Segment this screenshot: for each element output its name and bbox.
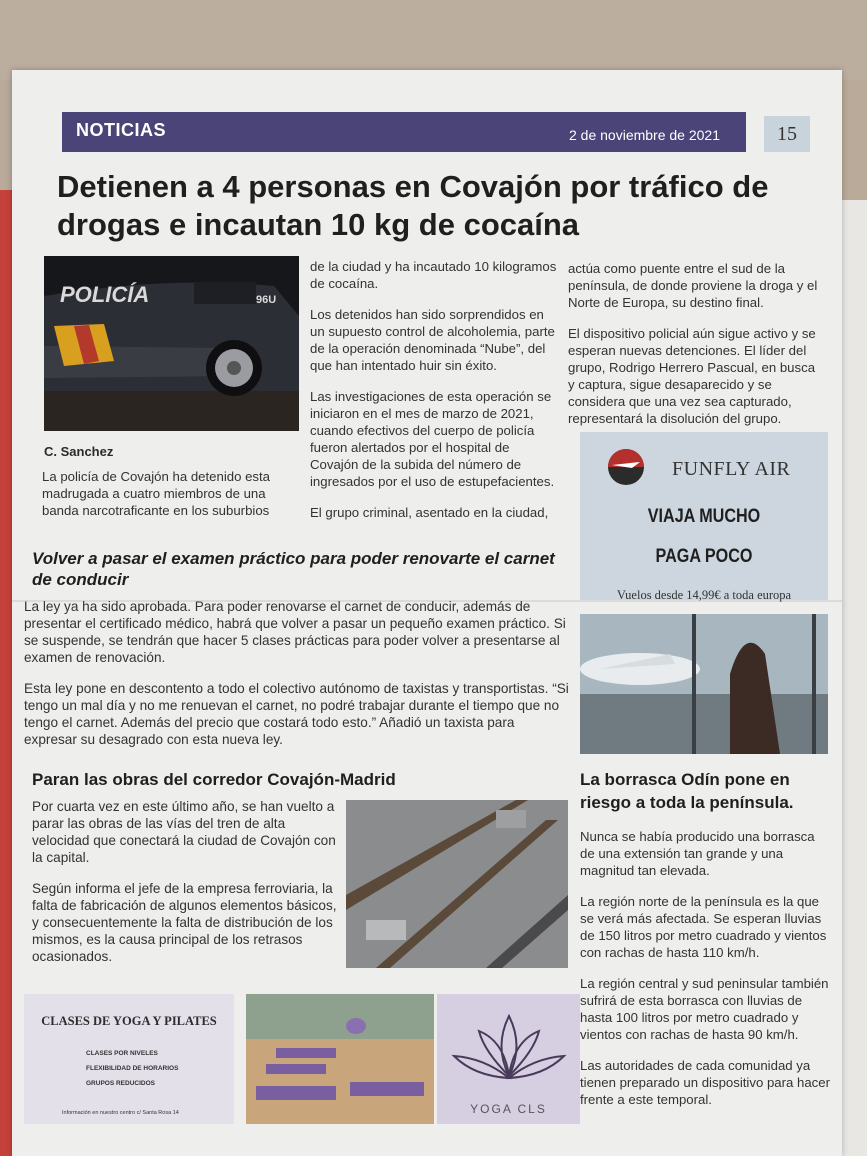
funfly-slogan-1: VIAJA MUCHO [647,506,761,527]
background-white-sheet [842,200,867,1156]
paragraph: Las autoridades de cada comunidad ya tienen preparado un dispositivo para hacer frente a este temporal. [580,1058,830,1107]
paragraph: actúa como puente entre el sud de la península, de donde proviene la droga y el Norte de Europa, su destino final. [568,261,818,310]
section-header-bar [62,112,746,152]
list-item: GRUPOS REDUCIDOS [86,1080,155,1087]
funfly-logo-icon [602,448,650,486]
section-name: NOTICIAS [76,120,167,140]
railway-illustration [346,800,568,968]
main-article-col3 [568,260,820,441]
background-wall [0,0,867,80]
yoga-ad-list [86,1046,178,1091]
lotus-logo-icon [449,1006,569,1096]
paragraph: Según informa el jefe de la empresa ferroviaria, la falta de fabricación de algunos elementos básicos, y consecuentemente la falta de distribución de los mismos, es la causa principal de los retrasos ocasionados. [32,881,337,964]
yoga-ad-address: Información en nuestro centro c/ Santa Rosa 14 [62,1110,179,1116]
airport-illustration [580,614,828,754]
works-article-title: Paran las obras del corredor Covajón-Madrid [32,770,396,789]
issue-date: 2 de noviembre de 2021 [569,127,720,143]
main-article-col2 [310,258,558,535]
yoga-class-photo [246,994,434,1124]
paragraph: Esta ley pone en descontento a todo el colectivo autónomo de taxistas y transportistas. “Si tengo un mal día y no me renuevan el carnet, no podré trabajar durante el tiempo que no tengo el carnet. Además del precio que costará todo esto.” Añadió un taxista para expresar su desagrado con esta nueva ley. [24,681,569,747]
car-number-text: 96U [256,294,277,306]
paragraph: La policía de Covajón ha detenido esta madrugada a cuatro miembros de una banda narcotraficante en los suburbios [42,469,271,518]
paragraph: La región norte de la península es la que se verá más afectada. Se esperan lluvias de 150 litros por metro cuadrado y vientos con rachas de hasta 110 km/h. [580,894,827,960]
yoga-brand-panel [437,994,580,1124]
newspaper-page [12,70,842,1156]
paragraph: de la ciudad y ha incautado 10 kilogramos de cocaína. [310,259,557,291]
main-headline: Detienen a 4 personas en Covajón por tráfico de drogas e incautan 10 kg de cocaína [57,169,769,242]
works-article-body [32,798,342,979]
paragraph: La ley ya ha sido aprobada. Para poder renovarse el carnet de conducir, además de presentar el certificado médico, habrá que volver a pasar un pequeño examen práctico. Si se suspende, se tendrán que hacer 5 clases prácticas para poder volver a presentarse al examen de renovación. [24,599,566,665]
funfly-offer: Vuelos desde 14,99€ a toda europa [616,588,792,602]
main-article-col1 [42,468,298,533]
car-label-text: POLICÍA [60,282,150,307]
page-number: 15 [764,116,810,152]
yoga-class-illustration [246,994,434,1124]
exam-article-title: Volver a pasar el examen práctico para poder renovarte el carnet de conducir [32,549,555,589]
storm-article-body [580,828,830,1122]
storm-article-title: La borrasca Odín pone en riesgo a toda la península. [580,770,794,812]
funfly-brand: FUNFLY AIR [672,458,791,480]
paragraph: La región central y sud peninsular también sufrirá de esta borrasca con lluvias de hasta 100 litros por metro cuadrado y vientos con rachas de hasta 90 km/h. [580,976,829,1042]
yoga-ad-title: CLASES DE YOGA Y PILATES [41,1014,217,1028]
paragraph: El dispositivo policial aún sigue activo y se esperan nuevas detenciones. El líder del grupo, Rodrigo Herrero Pascual, en busca y captura, sigue desaparecido y se considera que una vez sea capturado, representará la disolución del grupo. [568,326,816,426]
exam-article-body [24,598,570,762]
yoga-pilates-ad [24,994,580,1124]
police-car-photo [44,256,299,431]
funfly-slogan-2: PAGA POCO [655,546,753,567]
railway-photo [346,800,568,968]
paragraph: El grupo criminal, asentado en la ciudad, [310,505,549,520]
list-item: CLASES POR NIVELES [86,1050,158,1057]
airport-photo [580,614,828,754]
yoga-ad-info [24,994,234,1124]
yoga-brand: YOGA CLS [470,1102,547,1116]
article-byline: C. Sanchez [44,444,114,459]
paragraph: Las investigaciones de esta operación se iniciaron en el mes de marzo de 2021, cuando efectivos del cuerpo de policía fueron alertados por el hospital de Covajón de la subida del número de ingresados por el uso de estupefacientes. [310,389,555,489]
list-item: FLEXIBILIDAD DE HORARIOS [86,1065,179,1072]
paragraph: Nunca se había producido una borrasca de una extensión tan grande y una magnitud tan elevada. [580,829,815,878]
funfly-air-ad [580,432,828,600]
paragraph: Por cuarta vez en este último año, se han vuelto a parar las obras de las vías del tren de alta velocidad que conectará la ciudad de Covajón con la capital. [32,799,336,865]
paragraph: Los detenidos han sido sorprendidos en un supuesto control de alcoholemia, parte de la operación denominada “Nube”, del que han intentado huir sin éxito. [310,307,555,373]
